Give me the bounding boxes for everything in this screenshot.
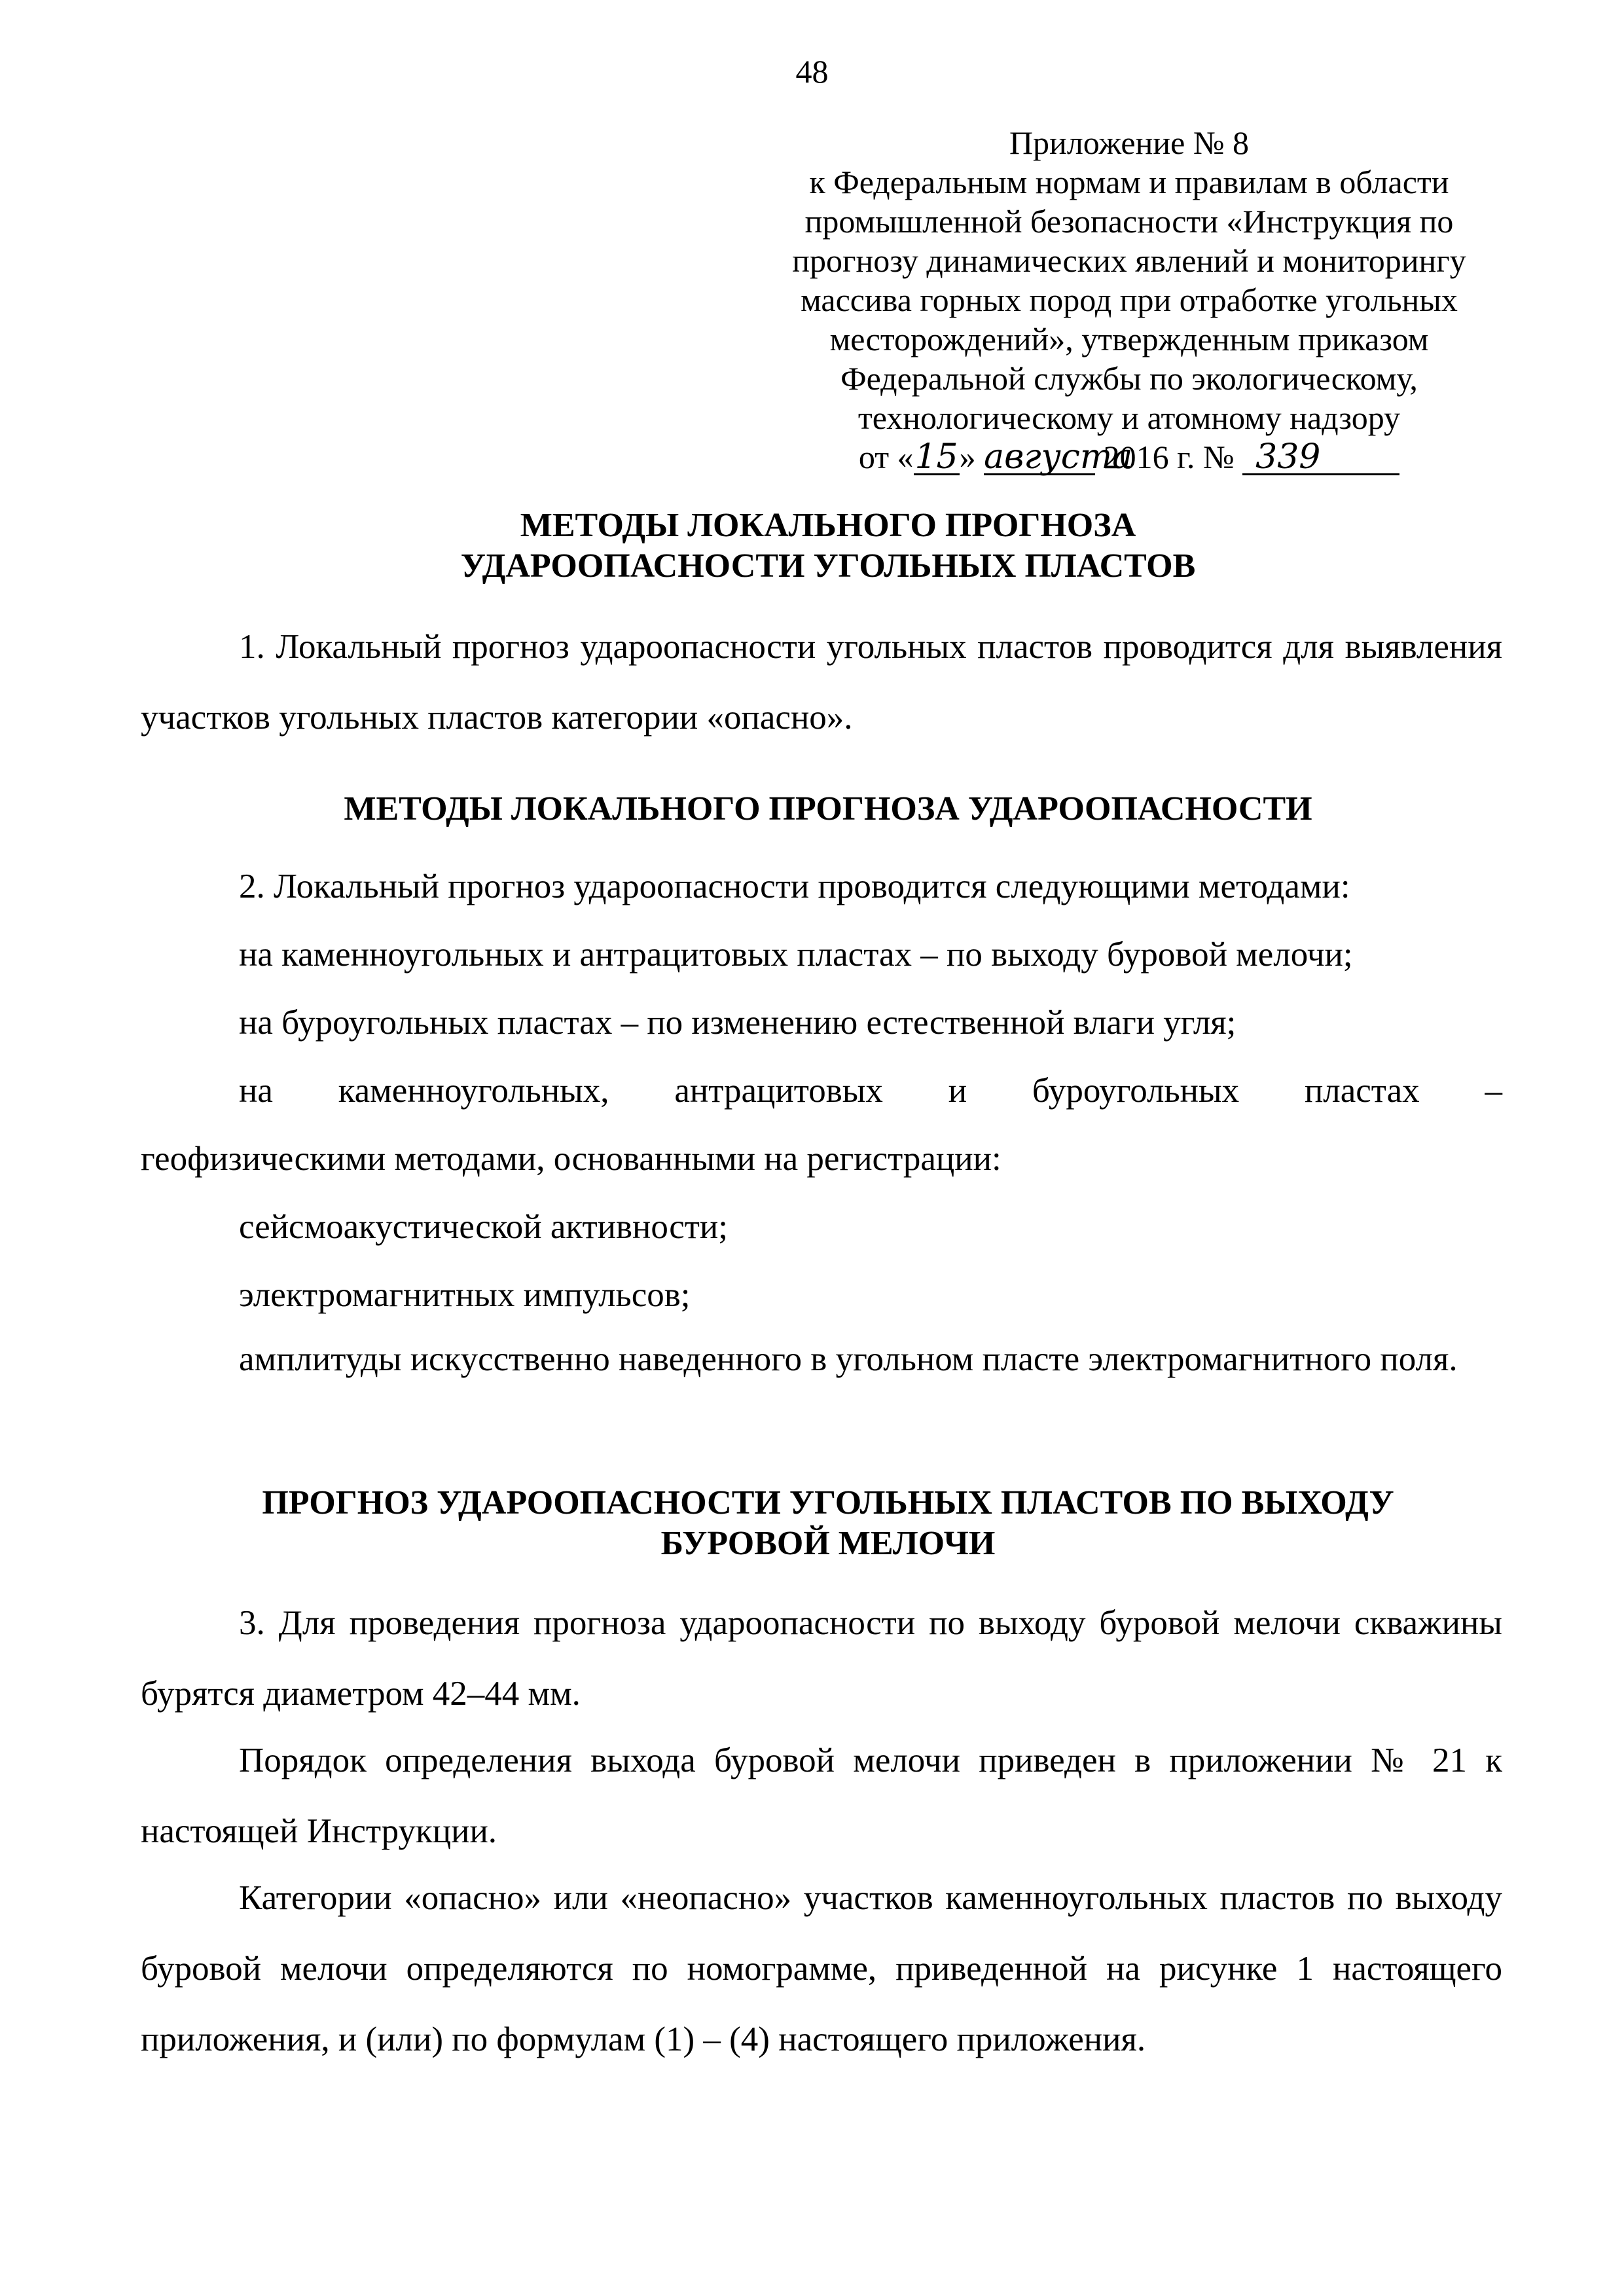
appendix-title: Приложение № 8 <box>1009 124 1250 161</box>
appendix-line-7: технологическому и атомному надзору <box>857 399 1401 436</box>
section-heading-drill-fines <box>131 1483 1525 1564</box>
handwritten-day: 15 <box>914 437 958 477</box>
word: каменноугольных, <box>338 1072 609 1110</box>
page-number: 48 <box>795 53 829 90</box>
document-title-line-2: УДАРООПАСНОСТИ УГОЛЬНЫХ ПЛАСТОВ <box>460 547 1196 585</box>
list-item-geophysical <box>239 1071 1502 1110</box>
appendix-line-5: месторождений», утвержденным приказом <box>829 321 1429 357</box>
section-heading-line-1: ПРОГНОЗ УДАРООПАСНОСТИ УГОЛЬНЫХ ПЛАСТОВ ПО ВЫХОДУ <box>262 1484 1394 1522</box>
handwritten-month: августа <box>984 437 1133 477</box>
paragraph-2: 2. Локальный прогноз удароопасности проводится следующими методами: <box>239 867 1350 905</box>
word: пластах <box>1304 1072 1420 1110</box>
date-year: 2016 г. № <box>1103 439 1235 475</box>
paragraph-5: Категории «опасно» или «неопасно» участков каменноугольных пластов по выходу буровой мелочи определяются по номограмме, приведенной на рисунке 1 настоящего приложения, и (или) по формулам (1) – (4) настоящего приложения. <box>141 1879 1502 2058</box>
appendix-line-6: Федеральной службы по экологическому, <box>840 360 1418 397</box>
order-date-line <box>753 437 1506 477</box>
list-item-moisture: на буроугольных пластах – по изменению естественной влаги угля; <box>239 1004 1236 1042</box>
appendix-line-1: к Федеральным нормам и правилам в области <box>809 164 1449 200</box>
list-item-geophysical-continued: геофизическими методами, основанными на регистрации: <box>141 1140 1001 1178</box>
paragraph-4: Порядок определения выхода буровой мелочи приведен в приложении № 21 к настоящей Инструкции. <box>141 1741 1502 1850</box>
word: буроугольных <box>1032 1072 1240 1110</box>
section-heading-methods: МЕТОДЫ ЛОКАЛЬНОГО ПРОГНОЗА УДАРООПАСНОСТИ <box>344 790 1312 828</box>
word: антрацитовых <box>674 1072 883 1110</box>
paragraph-1: 1. Локальный прогноз удароопасности угольных пластов проводится для выявления участков угольных пластов категории «опасно». <box>141 628 1502 737</box>
sub-item-electromagnetic: электромагнитных импульсов; <box>239 1276 691 1314</box>
sub-item-induced-field: амплитуды искусственно наведенного в угольном пласте электромагнитного поля. <box>239 1340 1458 1378</box>
section-heading-line-2: БУРОВОЙ МЕЛОЧИ <box>660 1525 996 1562</box>
word: – <box>1485 1072 1502 1110</box>
word: на <box>239 1072 273 1110</box>
handwritten-order-number: 339 <box>1242 441 1399 475</box>
appendix-line-3: прогнозу динамических явлений и мониторингу <box>792 242 1466 279</box>
paragraph-3: 3. Для проведения прогноза удароопасности по выходу буровой мелочи скважины бурятся диаметром 42–44 мм. <box>141 1604 1502 1713</box>
word: и <box>948 1072 967 1110</box>
sub-item-seismoacoustic: сейсмоакустической активности; <box>239 1208 728 1246</box>
appendix-line-2: промышленной безопасности «Инструкция по <box>804 203 1454 240</box>
date-prefix: от « <box>858 439 914 475</box>
date-mid: » <box>959 439 976 475</box>
list-item-drill-fines: на каменноугольных и антрацитовых пластах – по выходу буровой мелочи; <box>239 936 1353 974</box>
document-title-line-1: МЕТОДЫ ЛОКАЛЬНОГО ПРОГНОЗА <box>520 507 1136 544</box>
appendix-line-4: массива горных пород при отработке угольных <box>801 282 1458 318</box>
appendix-header <box>753 123 1506 477</box>
document-title <box>131 505 1525 587</box>
